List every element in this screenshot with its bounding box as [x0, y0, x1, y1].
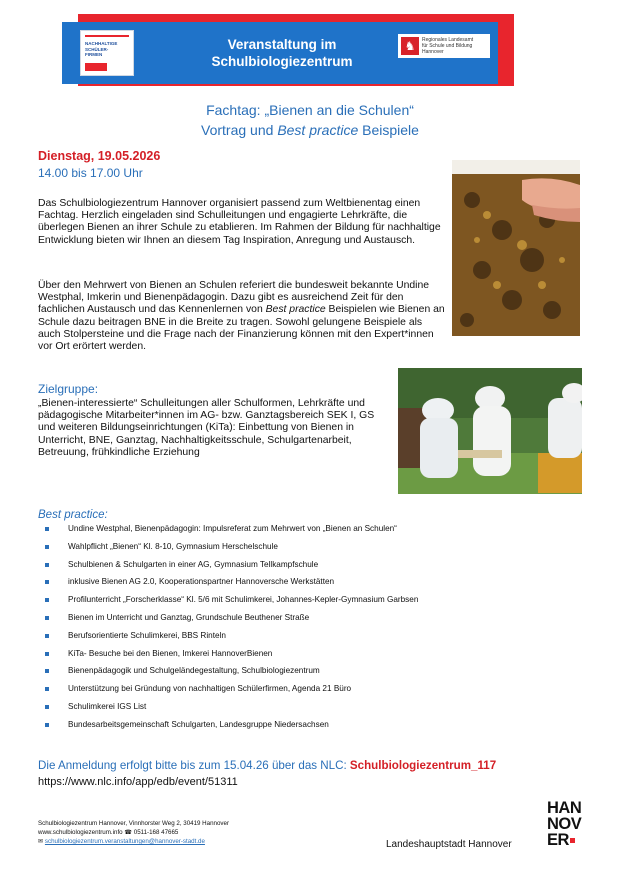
horse-icon: ♞: [401, 37, 419, 55]
event-date: Dienstag, 19.05.2026: [38, 149, 161, 163]
intro-paragraph-1: Das Schulbiologiezentrum Hannover organisiert passend zum Weltbienentag einen Fachtag. Herzlich eingeladen sind Schulleitungen und engagierte Lehrkräfte, die überlegen Bienen an ihrer Schule zu etablieren. Im Rahmen der Bildung für nachhaltige Entwicklung bieten wir Ihnen an diesem Tag Inspiration, Anregung und Austausch.: [38, 198, 441, 246]
mail-icon: ✉: [38, 838, 45, 845]
page-title: Fachtag: „Bienen an die Schulen“: [206, 102, 414, 118]
list-item: Bundesarbeitsgemeinschaft Schulgarten, Landesgruppe Niedersachsen: [44, 719, 564, 737]
rlsb-logo: [398, 34, 490, 58]
city-label: Landeshauptstadt Hannover: [386, 839, 512, 850]
list-item: Unterstützung bei Gründung von nachhaltigen Schülerfirmen, Agenda 21 Büro: [44, 683, 564, 701]
logo-right-text: Regionales Landesamt für Schule und Bildung Hannover: [422, 37, 474, 55]
footer-email-link[interactable]: schulbiologiezentrum.veranstaltungen@hannover-stadt.de: [44, 838, 205, 845]
beekeepers-photo: [398, 368, 582, 494]
zielgruppe-label: Zielgruppe:: [38, 382, 99, 396]
zielgruppe-text: „Bienen-interessierte“ Schulleitungen aller Schulformen, Lehrkräfte und pädagogische Mitarbeiter*innen im AG- bzw. Ganztagsbereich SEK I, GS und weiteren Bildungseinrichtungen (KiTa): Einbettung von Bienen in Unterricht, BNE, Ganztag, Nachhaltigkeitsschule, Schulgartenarbeit, Betreuung, frühkindliche Erziehung: [38, 398, 375, 458]
schuelerfirmen-logo: [80, 30, 134, 76]
list-item: Bienen im Unterricht und Ganztag, Grundschule Beuthener Straße: [44, 612, 564, 630]
list-item: Profilunterricht „Forscherklasse“ Kl. 5/6 mit Schulimkerei, Johannes-Kepler-Gymnasium Garbsen: [44, 594, 564, 612]
intro-paragraph-2: Über den Mehrwert von Bienen an Schulen referiert die bundesweit bekannte Undine Westphal, Imkerin und Bienenpädagogin. Dazu gibt es ausreichend Zeit für den fachlichen Austausch und das Kennenlernen von Best practice Beispielen wie Bienen an Schule dazu beitragen BNE in die Breite zu tragen. Sowohl gelungene Beispiele als auch Stolpersteine und die Frage nach der Finanzierung können mit den Expert*innen vor Ort erörtert werden.: [38, 280, 445, 353]
list-item: Schulimkerei IGS List: [44, 701, 564, 719]
footer-web-phone: www.schulbiologiezentrum.info ☎ 0511-168 47665: [38, 829, 179, 836]
registration-code: Schulbiologiezentrum_117: [349, 759, 497, 772]
hannover-logo: HAN NOV ER: [547, 799, 582, 849]
registration-url[interactable]: https://www.nlc.info/app/edb/event/51311: [38, 776, 238, 788]
list-item: KiTa- Besuche bei den Bienen, Imkerei HannoverBienen: [44, 648, 564, 666]
registration-text: Die Anmeldung erfolgt bitte bis zum 15.04.26 über das NLC: Schulbiologiezentrum_117: [38, 759, 497, 772]
list-item: Berufsorientierte Schulimkerei, BBS Rinteln: [44, 630, 564, 648]
best-practice-label: Best practice:: [38, 509, 108, 521]
event-time: 14.00 bis 17.00 Uhr: [38, 166, 143, 180]
footer-address: Schulbiologiezentrum Hannover, Vinnhorster Weg 2, 30419 Hannover: [38, 820, 230, 827]
list-item: Undine Westphal, Bienenpädagogin: Impulsreferat zum Mehrwert von „Bienen an Schulen“: [44, 523, 564, 541]
list-item: Schulbienen & Schulgarten in einer AG, Gymnasium Tellkampfschule: [44, 559, 564, 577]
best-practice-list: [44, 523, 564, 737]
logo-left-text: NACHHALTIGE SCHÜLER- FIRMEN: [85, 41, 118, 57]
list-item: Bienenpädagogik und Schulgeländegestaltung, Schulbiologiezentrum: [44, 665, 564, 683]
logo-left-tag: [85, 63, 107, 71]
honeycomb-photo: [452, 160, 580, 336]
header-title: Veranstaltung im Schulbiologiezentrum: [211, 37, 353, 69]
list-item: Wahlpflicht „Bienen“ Kl. 8-10, Gymnasium Herschelschule: [44, 541, 564, 559]
footer-contact: [38, 819, 229, 846]
page-subtitle: Vortrag und Best practice Beispiele: [201, 122, 419, 138]
list-item: inklusive Bienen AG 2.0, Kooperationspartner Hannoversche Werkstätten: [44, 576, 564, 594]
